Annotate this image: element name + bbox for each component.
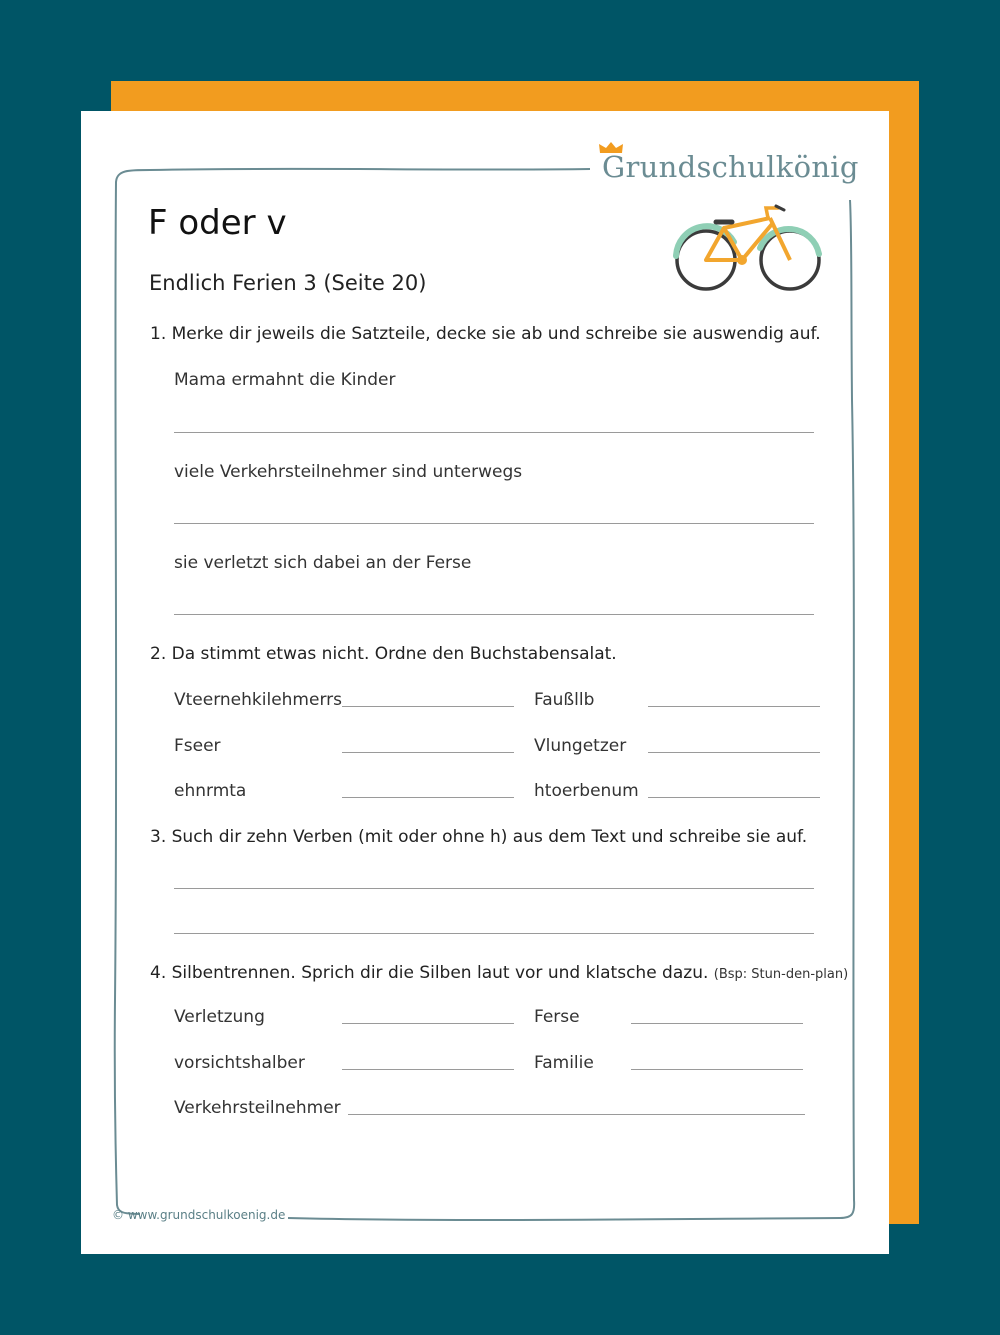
task-4-example: (Bsp: Stun-den-plan) [713, 967, 849, 982]
task-4-word-4: Familie [534, 1053, 594, 1073]
answer-line [342, 1069, 514, 1070]
answer-line [174, 432, 814, 433]
answer-line [174, 933, 814, 934]
answer-line [631, 1023, 803, 1024]
task-2-word-4: Vlungetzer [534, 736, 627, 756]
answer-line [342, 752, 514, 753]
task-3-heading: 3. Such dir zehn Verben (mit oder ohne h) aus dem Text und schreibe sie auf. [150, 827, 808, 847]
answer-line [648, 706, 820, 707]
answer-line [174, 888, 814, 889]
task-4-word-5: Verkehrsteilnehmer [174, 1098, 341, 1118]
answer-line [648, 797, 820, 798]
task-2-word-5: ehnrmta [174, 781, 247, 801]
task-4-word-2: Ferse [534, 1007, 580, 1027]
answer-line [174, 614, 814, 615]
task-1-phrase-2: viele Verkehrsteilnehmer sind unterwegs [174, 462, 523, 482]
task-2-word-1: Vteernehkilehmerrs [174, 690, 342, 710]
task-1-phrase-1: Mama ermahnt die Kinder [174, 370, 396, 390]
bicycle-illustration [672, 202, 822, 294]
task-2-word-6: htoerbenum [534, 781, 639, 801]
task-2-heading: 2. Da stimmt etwas nicht. Ordne den Buchstabensalat. [150, 644, 617, 664]
task-4-heading [150, 963, 848, 983]
answer-line [174, 523, 814, 524]
task-1-heading: 1. Merke dir jeweils die Satzteile, decke sie ab und schreibe sie auswendig auf. [150, 324, 821, 344]
answer-line [342, 797, 514, 798]
brand-logo-text: Grundschulkönig [602, 150, 859, 184]
answer-line [342, 706, 514, 707]
task-2-word-2: Faußllb [534, 690, 595, 710]
answer-line [348, 1114, 805, 1115]
page-subtitle: Endlich Ferien 3 (Seite 20) [149, 271, 427, 295]
task-4-word-3: vorsichtshalber [174, 1053, 305, 1073]
answer-line [648, 752, 820, 753]
task-4-word-1: Verletzung [174, 1007, 265, 1027]
task-2-word-3: Fseer [174, 736, 221, 756]
task-4-heading-text: 4. Silbentrennen. Sprich dir die Silben laut vor und klatsche dazu. [150, 963, 709, 983]
answer-line [342, 1023, 514, 1024]
task-1-phrase-3: sie verletzt sich dabei an der Ferse [174, 553, 472, 573]
footer-url: © www.grundschulkoenig.de [112, 1208, 286, 1222]
page-title: F oder v [148, 203, 287, 243]
answer-line [631, 1069, 803, 1070]
